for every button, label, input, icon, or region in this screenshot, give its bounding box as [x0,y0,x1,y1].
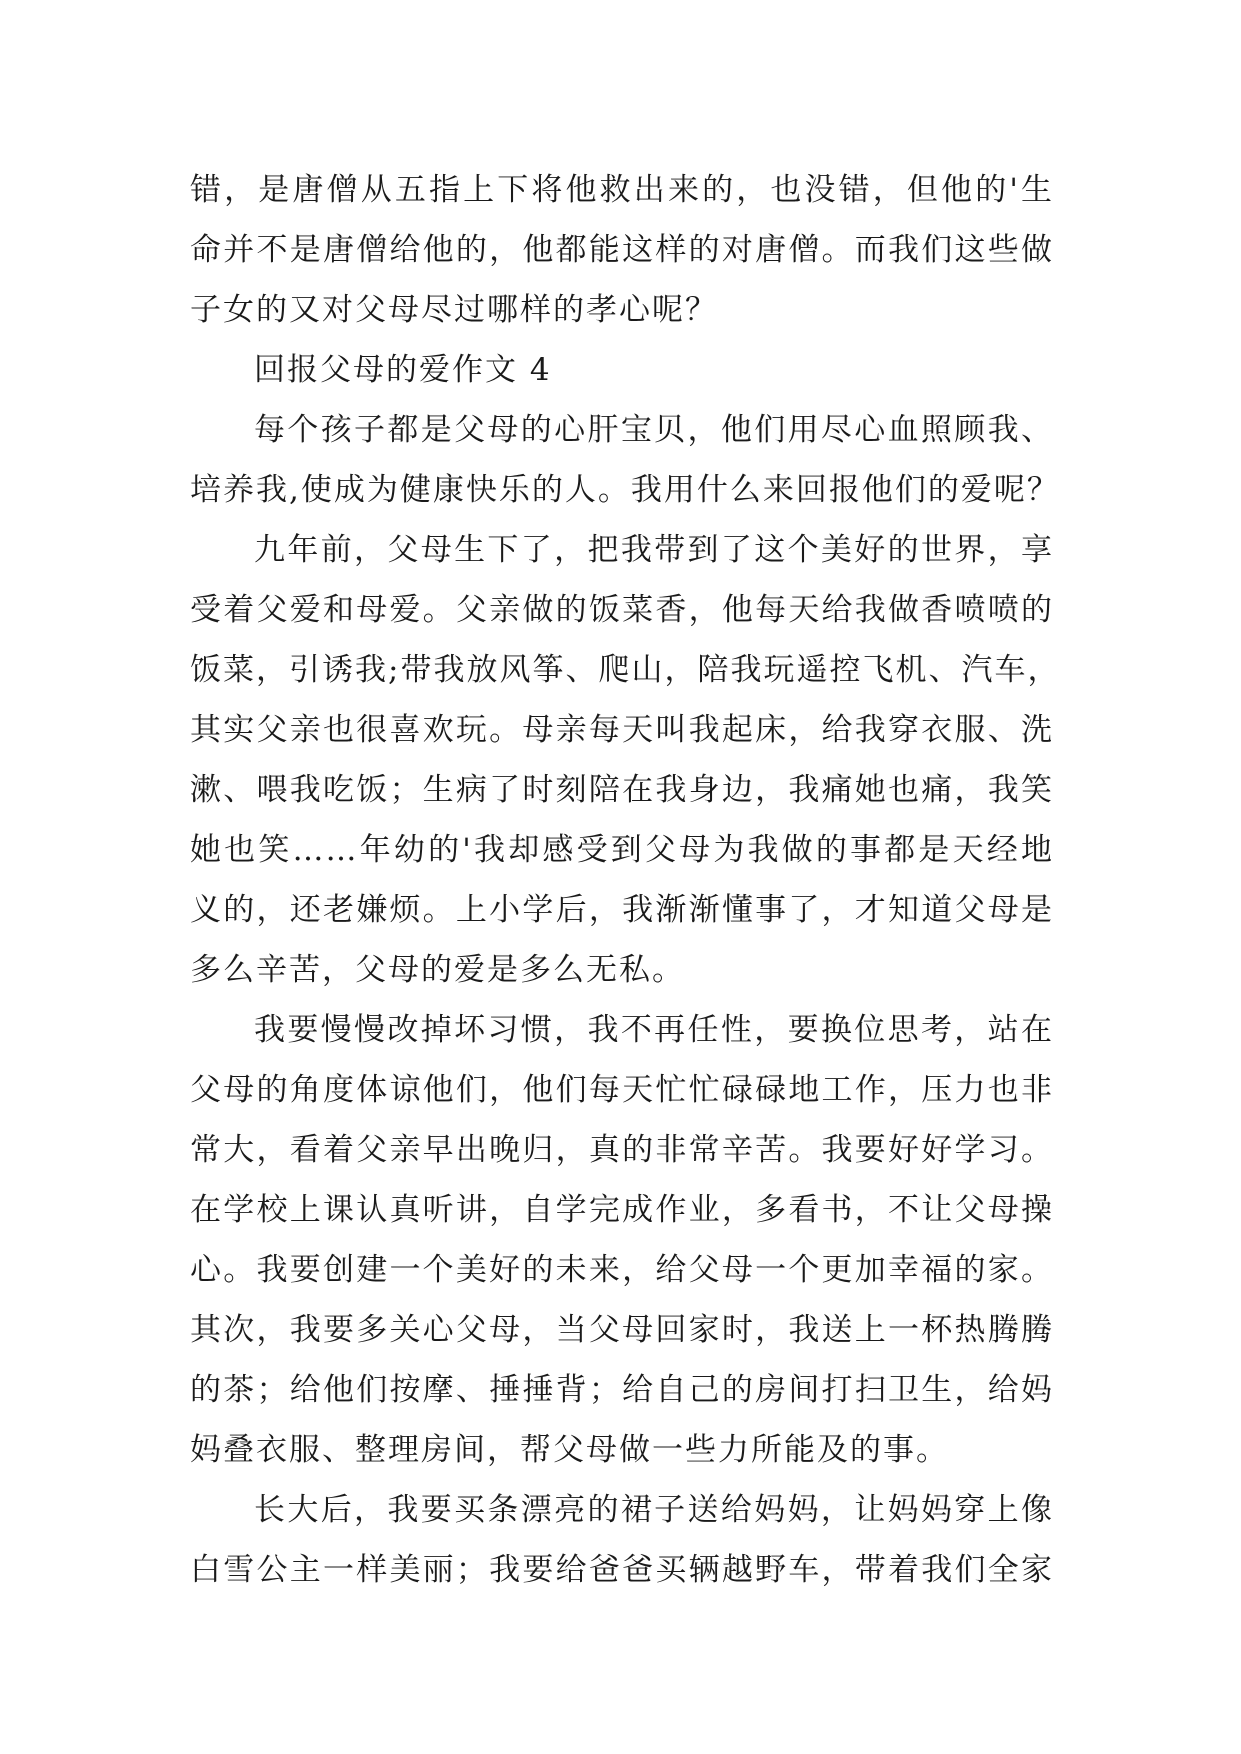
text-line: 九年前，父母生下了，把我带到了这个美好的世界，享 [254,532,1054,568]
paragraph-3 [190,1000,1054,1480]
text-line: 命并不是唐僧给他的，他都能这样的对唐僧。而我们这些做 [190,232,1054,268]
text-line: 在学校上课认真听讲，自学完成作业，多看书，不让父母操 [190,1192,1054,1228]
paragraph-continued [190,160,1054,340]
paragraph-1 [190,400,1060,520]
text-line: 我要慢慢改掉坏习惯，我不再任性，要换位思考，站在 [254,1012,1054,1048]
text-line: 白雪公主一样美丽；我要给爸爸买辆越野车，带着我们全家 [190,1552,1054,1588]
text-line: 其次，我要多关心父母，当父母回家时，我送上一杯热腾腾 [190,1312,1054,1348]
text-line: 子女的又对父母尽过哪样的孝心呢？ [190,292,718,328]
text-line: 心。我要创建一个美好的未来，给父母一个更加幸福的家。 [190,1252,1054,1288]
document-page [190,160,1061,1600]
text-line: 其实父亲也很喜欢玩。母亲每天叫我起床，给我穿衣服、洗 [190,712,1054,748]
paragraph-2 [190,520,1061,1000]
text-line: 义的，还老嫌烦。上小学后，我渐渐懂事了，才知道父母是 [190,892,1054,928]
text-line: 父母的角度体谅他们，他们每天忙忙碌碌地工作，压力也非 [190,1072,1054,1108]
text-line: 培养我,使成为健康快乐的人。我用什么来回报他们的爱呢？ [190,472,1060,508]
text-line: 妈叠衣服、整理房间，帮父母做一些力所能及的事。 [190,1432,949,1468]
text-line: 每个孩子都是父母的心肝宝贝，他们用尽心血照顾我、 [254,412,1054,448]
text-line: 受着父爱和母爱。父亲做的饭菜香，他每天给我做香喷喷的 [190,592,1054,628]
text-line: 长大后，我要买条漂亮的裙子送给妈妈，让妈妈穿上像 [254,1492,1054,1528]
text-line: 常大，看着父亲早出晚归，真的非常辛苦。我要好好学习。 [190,1132,1054,1168]
text-line: 她也笑……年幼的'我却感受到父母为我做的事都是天经地 [190,832,1054,868]
text-line: 饭菜，引诱我;带我放风筝、爬山，陪我玩遥控飞机、汽车， [190,652,1061,688]
section-heading [190,340,1054,400]
heading-text: 回报父母的爱作文 4 [254,352,552,388]
text-line: 的茶；给他们按摩、捶捶背；给自己的房间打扫卫生，给妈 [190,1372,1054,1408]
text-line: 漱、喂我吃饭；生病了时刻陪在我身边，我痛她也痛，我笑 [190,772,1054,808]
paragraph-4 [190,1480,1054,1600]
text-line: 错，是唐僧从五指上下将他救出来的，也没错，但他的'生 [190,172,1054,208]
text-line: 多么辛苦，父母的爱是多么无私。 [190,952,685,988]
